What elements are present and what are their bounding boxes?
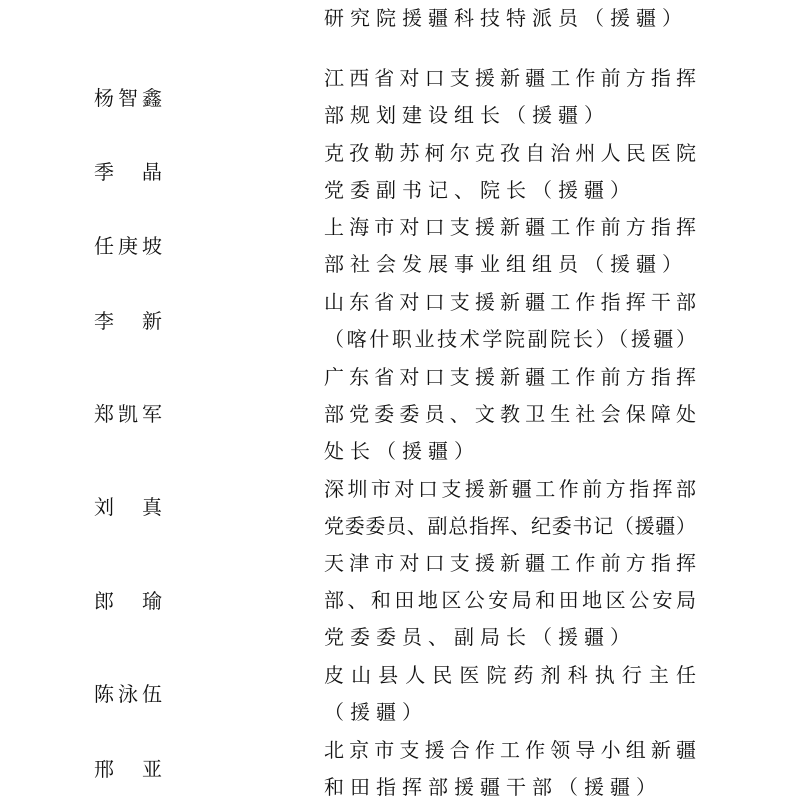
title-line: 上海市对口支援新疆工作前方指挥 [324, 215, 696, 239]
title-line: 党委委员、副局长（援疆） [324, 625, 636, 649]
person-name: 李 新 [94, 309, 162, 333]
title-line: 北京市支援合作工作领导小组新疆 [324, 738, 696, 762]
title-line: 党委副书记、院长（援疆） [324, 178, 636, 202]
title-line: 部规划建设组长（援疆） [324, 103, 610, 127]
person-name: 陈泳伍 [94, 682, 166, 706]
title-line: 部社会发展事业组组员（援疆） [324, 252, 688, 276]
person-name: 刘 真 [94, 495, 162, 519]
title-line: 广东省对口支援新疆工作前方指挥 [324, 365, 696, 389]
title-line: （援疆） [324, 700, 428, 724]
title-line: 和田指挥部援疆干部（援疆） [324, 775, 662, 799]
title-line: 部党委委员、文教卫生社会保障处 [324, 402, 696, 426]
title-line: 党委委员、副总指挥、纪委书记（援疆） [324, 514, 696, 538]
title-line: 江西省对口支援新疆工作前方指挥 [324, 66, 696, 90]
person-name: 杨智鑫 [94, 86, 166, 110]
title-line: 皮山县人民医院药剂科执行主任 [324, 663, 696, 687]
title-line: （喀什职业技术学院副院长）（援疆） [324, 327, 696, 351]
person-name: 郎 瑜 [94, 589, 162, 613]
title-line: 天津市对口支援新疆工作前方指挥 [324, 551, 696, 575]
person-name: 季 晶 [94, 160, 162, 184]
title-line: 克孜勒苏柯尔克孜自治州人民医院 [324, 141, 696, 165]
title-line: 处长（援疆） [324, 439, 480, 463]
title-line: 山东省对口支援新疆工作指挥干部 [324, 290, 696, 314]
person-name: 邢 亚 [94, 757, 162, 781]
title-line: 部、和田地区公安局和田地区公安局 [324, 588, 696, 612]
header-line: 研究院援疆科技特派员（援疆） [324, 6, 688, 30]
title-line: 深圳市对口支援新疆工作前方指挥部 [324, 477, 696, 501]
person-name: 郑凯军 [94, 402, 166, 426]
person-name: 任庚坡 [94, 234, 166, 258]
